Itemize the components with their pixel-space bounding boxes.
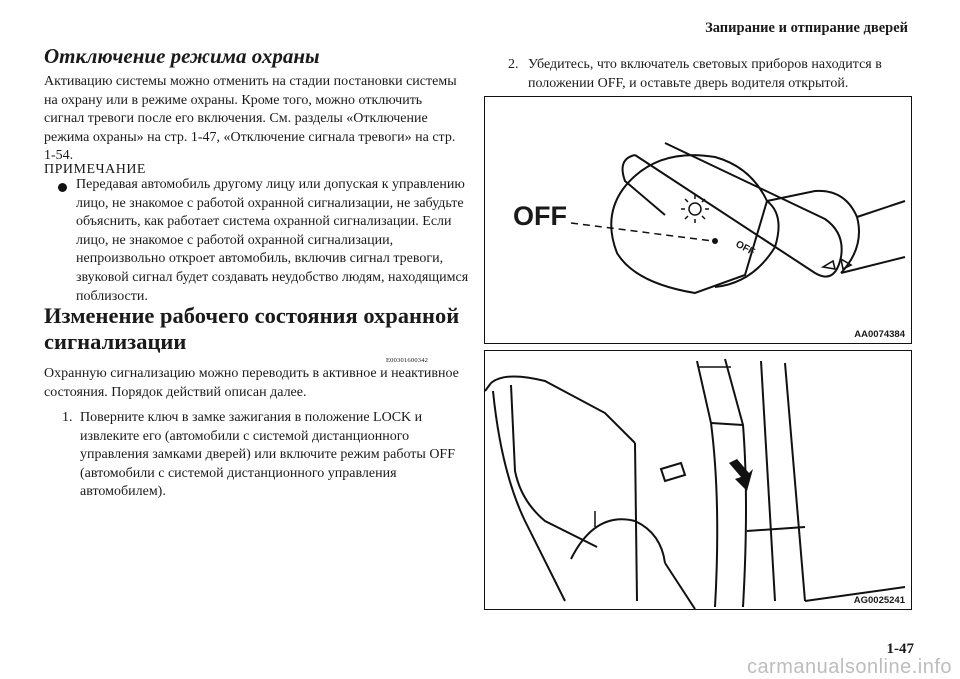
watermark: carmanualsonline.info <box>746 656 952 678</box>
step2-text: Убедитесь, что включатель световых приборов находится в положении OFF, и оставьте дверь водителя открытой. <box>528 57 882 91</box>
note-title: ПРИМЕЧАНИЕ <box>44 162 146 177</box>
note-body: Передавая автомобиль другому лицу или допуская к управлению лицо, не знакомое с работой охранной сигнализации, не забудьте объяснить, как работает система охранной сигнализации. Если лицо, не знакомое с работой охранной сигнализации, непроизвольно откроет автомобиль, включив сигнал тревоги, звуковой сигнал будет создавать неудобство людям, находящимся поблизости. <box>76 177 469 304</box>
figure-open-door <box>484 350 912 610</box>
page-number: 1-47 <box>886 641 914 657</box>
section-title-change-state: Изменение рабочего состояния охранной сигнализации <box>44 303 460 354</box>
bullet-icon <box>58 183 67 192</box>
step2-number: 2. <box>508 57 519 72</box>
section-title-disable-guard: Отключение режима охраны <box>44 44 320 68</box>
figure2-code: AG0025241 <box>853 595 905 606</box>
step1-text: Поверните ключ в замке зажигания в положение LOCK и извлеките его (автомобили с системой дистанционного управления замками дверей) или включите режим работы OFF (автомобили с системой дистанционного управления автомобилем). <box>80 410 456 500</box>
figure1-code: AA0074384 <box>854 329 905 340</box>
open-door-illustration <box>485 351 911 609</box>
figure-light-switch <box>484 96 912 344</box>
section2-code: E00301600342 <box>386 357 429 364</box>
section2-paragraph: Охранную сигнализацию можно переводить в активное и неактивное состояния. Порядок действий описан далее. <box>44 366 459 400</box>
off-label: OFF <box>513 201 567 231</box>
dial-off-label: OFF <box>733 238 757 259</box>
section1-paragraph: Активацию системы можно отменить на стадии постановки системы на охрану или в режиме охраны. Кроме того, можно отключить сигнал тревоги после его включения. См. разделы «Отключение режима охраны» на стр. 1-47, «Отключение сигнала тревоги» на стр. 1-54. <box>44 74 457 164</box>
step1-number: 1. <box>62 410 73 425</box>
page-header-title: Запирание и отпирание дверей <box>705 20 908 36</box>
